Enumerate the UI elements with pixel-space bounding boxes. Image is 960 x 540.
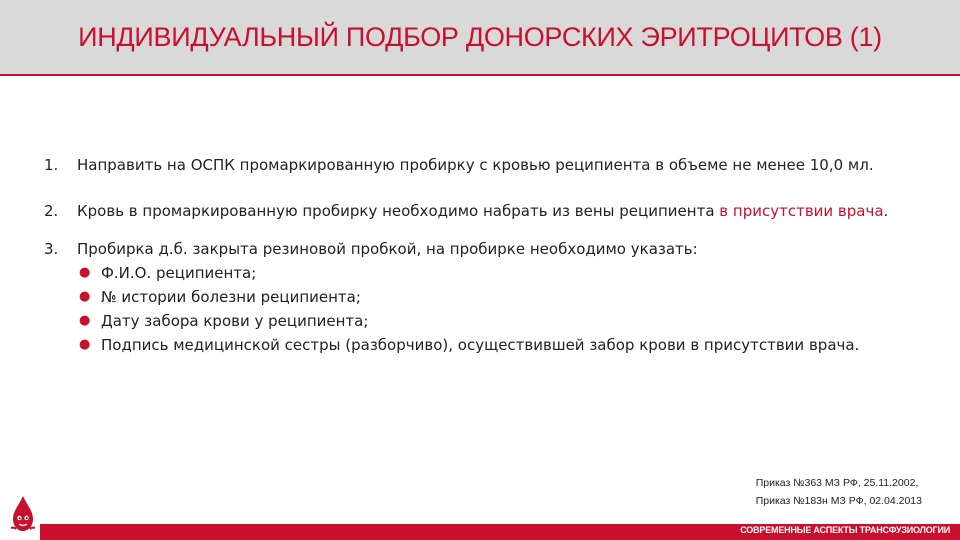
slide-title: ИНДИВИДУАЛЬНЫЙ ПОДБОР ДОНОРСКИХ ЭРИТРОЦИТОВ (1) <box>78 21 882 52</box>
blood-drop-mascot-icon <box>8 494 38 534</box>
sub-item-text: Дату забора крови у реципиента; <box>101 312 369 330</box>
sub-list-item <box>77 285 908 309</box>
item-number: 2. <box>44 202 59 220</box>
item-body <box>77 199 908 223</box>
sub-item-text: Ф.И.О. реципиента; <box>101 264 257 282</box>
bullet-dot-icon: ● <box>79 313 91 328</box>
bullet-dot-icon: ● <box>79 337 91 352</box>
item-text: Направить на ОСПК промаркированную пробирку с кровью реципиента в объеме не менее 10,0 мл. <box>77 156 874 174</box>
reference-line: Приказ №183н МЗ РФ, 02.04.2013 <box>755 495 922 507</box>
list-item <box>44 153 908 177</box>
list-item <box>44 237 908 357</box>
title-bar <box>0 0 960 76</box>
item-body <box>77 237 908 357</box>
list-item <box>44 199 908 223</box>
item-text: Пробирка д.б. закрыта резиновой пробкой, на пробирке необходимо указать: <box>77 240 698 258</box>
reference-line: Приказ №363 МЗ РФ, 25.11.2002, <box>755 477 919 489</box>
sub-list-item <box>77 333 908 357</box>
item-highlight: в присутствии врача <box>719 202 884 220</box>
sub-list-item <box>77 309 908 333</box>
footer-bar <box>40 524 960 540</box>
sub-list-item <box>77 261 908 285</box>
item-suffix: . <box>883 202 889 220</box>
instruction-list <box>44 153 908 357</box>
references <box>756 474 922 510</box>
item-number: 1. <box>44 156 59 174</box>
sub-list <box>77 261 908 357</box>
item-number: 3. <box>44 240 59 258</box>
sub-item-text: Подпись медицинской сестры (разборчиво), осуществившей забор крови в присутствии врача. <box>101 336 860 354</box>
footer-label: СОВРЕМЕННЫЕ АСПЕКТЫ ТРАНСФУЗИОЛОГИИ <box>740 525 950 535</box>
bullet-dot-icon: ● <box>79 289 91 304</box>
sub-item-text: № истории болезни реципиента; <box>101 288 361 306</box>
item-text: Кровь в промаркированную пробирку необходимо набрать из вены реципиента <box>77 202 720 220</box>
bullet-dot-icon: ● <box>79 265 91 280</box>
